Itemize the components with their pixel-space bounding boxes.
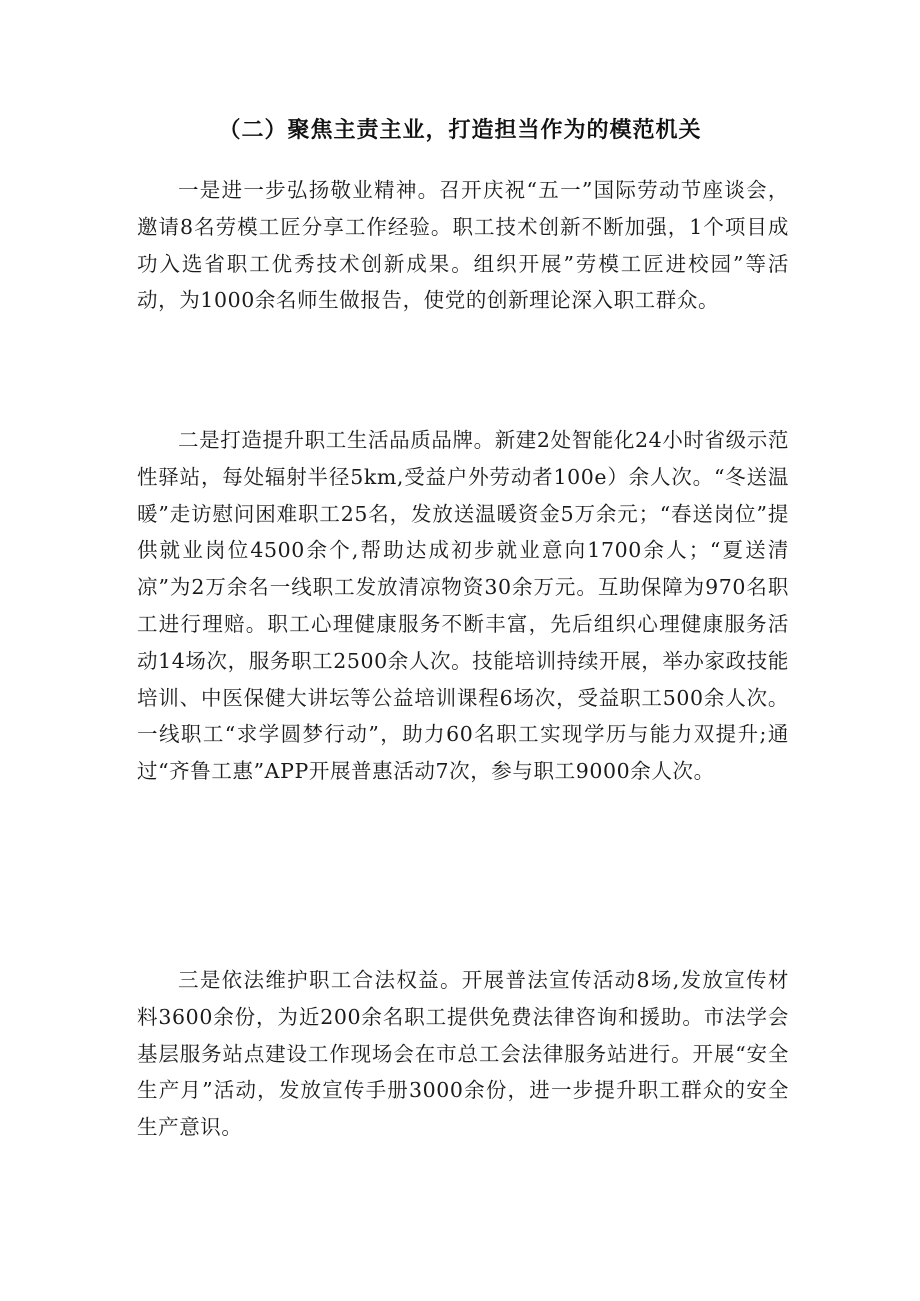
paragraph-work-spirit: 一是进一步弘扬敬业精神。召开庆祝“五一”国际劳动节座谈会，邀请8名劳模工匠分享工作经验。职工技术创新不断加强，1个项目成功入选省职工优秀技术创新成果。组织开展”劳模工匠进校园”等活动，为1000余名师生做报告，使党的创新理论深入职工群众。 [137, 178, 789, 313]
section-heading: （二）聚焦主责主业，打造担当作为的模范机关 [218, 117, 702, 143]
paragraph-legal-rights: 三是依法维护职工合法权益。开展普法宣传活动8场,发放宣传材料3600余份，为近200余名职工提供免费法律咨询和援助。市法学会基层服务站点建设工作现场会在市总工会法律服务站进行。开展“安全生产月”活动，发放宣传手册3000余份，进一步提升职工群众的安全生产意识。 [137, 968, 789, 1140]
paragraph-worker-life-quality: 二是打造提升职工生活品质品牌。新建2处智能化24小时省级示范性驿站，每处辐射半径5km,受益户外劳动者100e）余人次。“冬送温暖”走访慰问困难职工25名，发放送温暖资金5万余元；“春送岗位”提供就业岗位4500余个,帮助达成初步就业意向1700余人；“夏送清凉”为2万余名一线职工发放清凉物资30余万元。互助保障为970名职工进行理赔。职工心理健康服务不断丰富，先后组织心理健康服务活动14场次，服务职工2500余人次。技能培训持续开展，举办家政技能培训、中医保健大讲坛等公益培训课程6场次，受益职工500余人次。一线职工“求学圆梦行动”，助力60名职工实现学历与能力双提升;通过“齐鲁工惠”APP开展普惠活动7次，参与职工9000余人次。 [137, 428, 789, 784]
